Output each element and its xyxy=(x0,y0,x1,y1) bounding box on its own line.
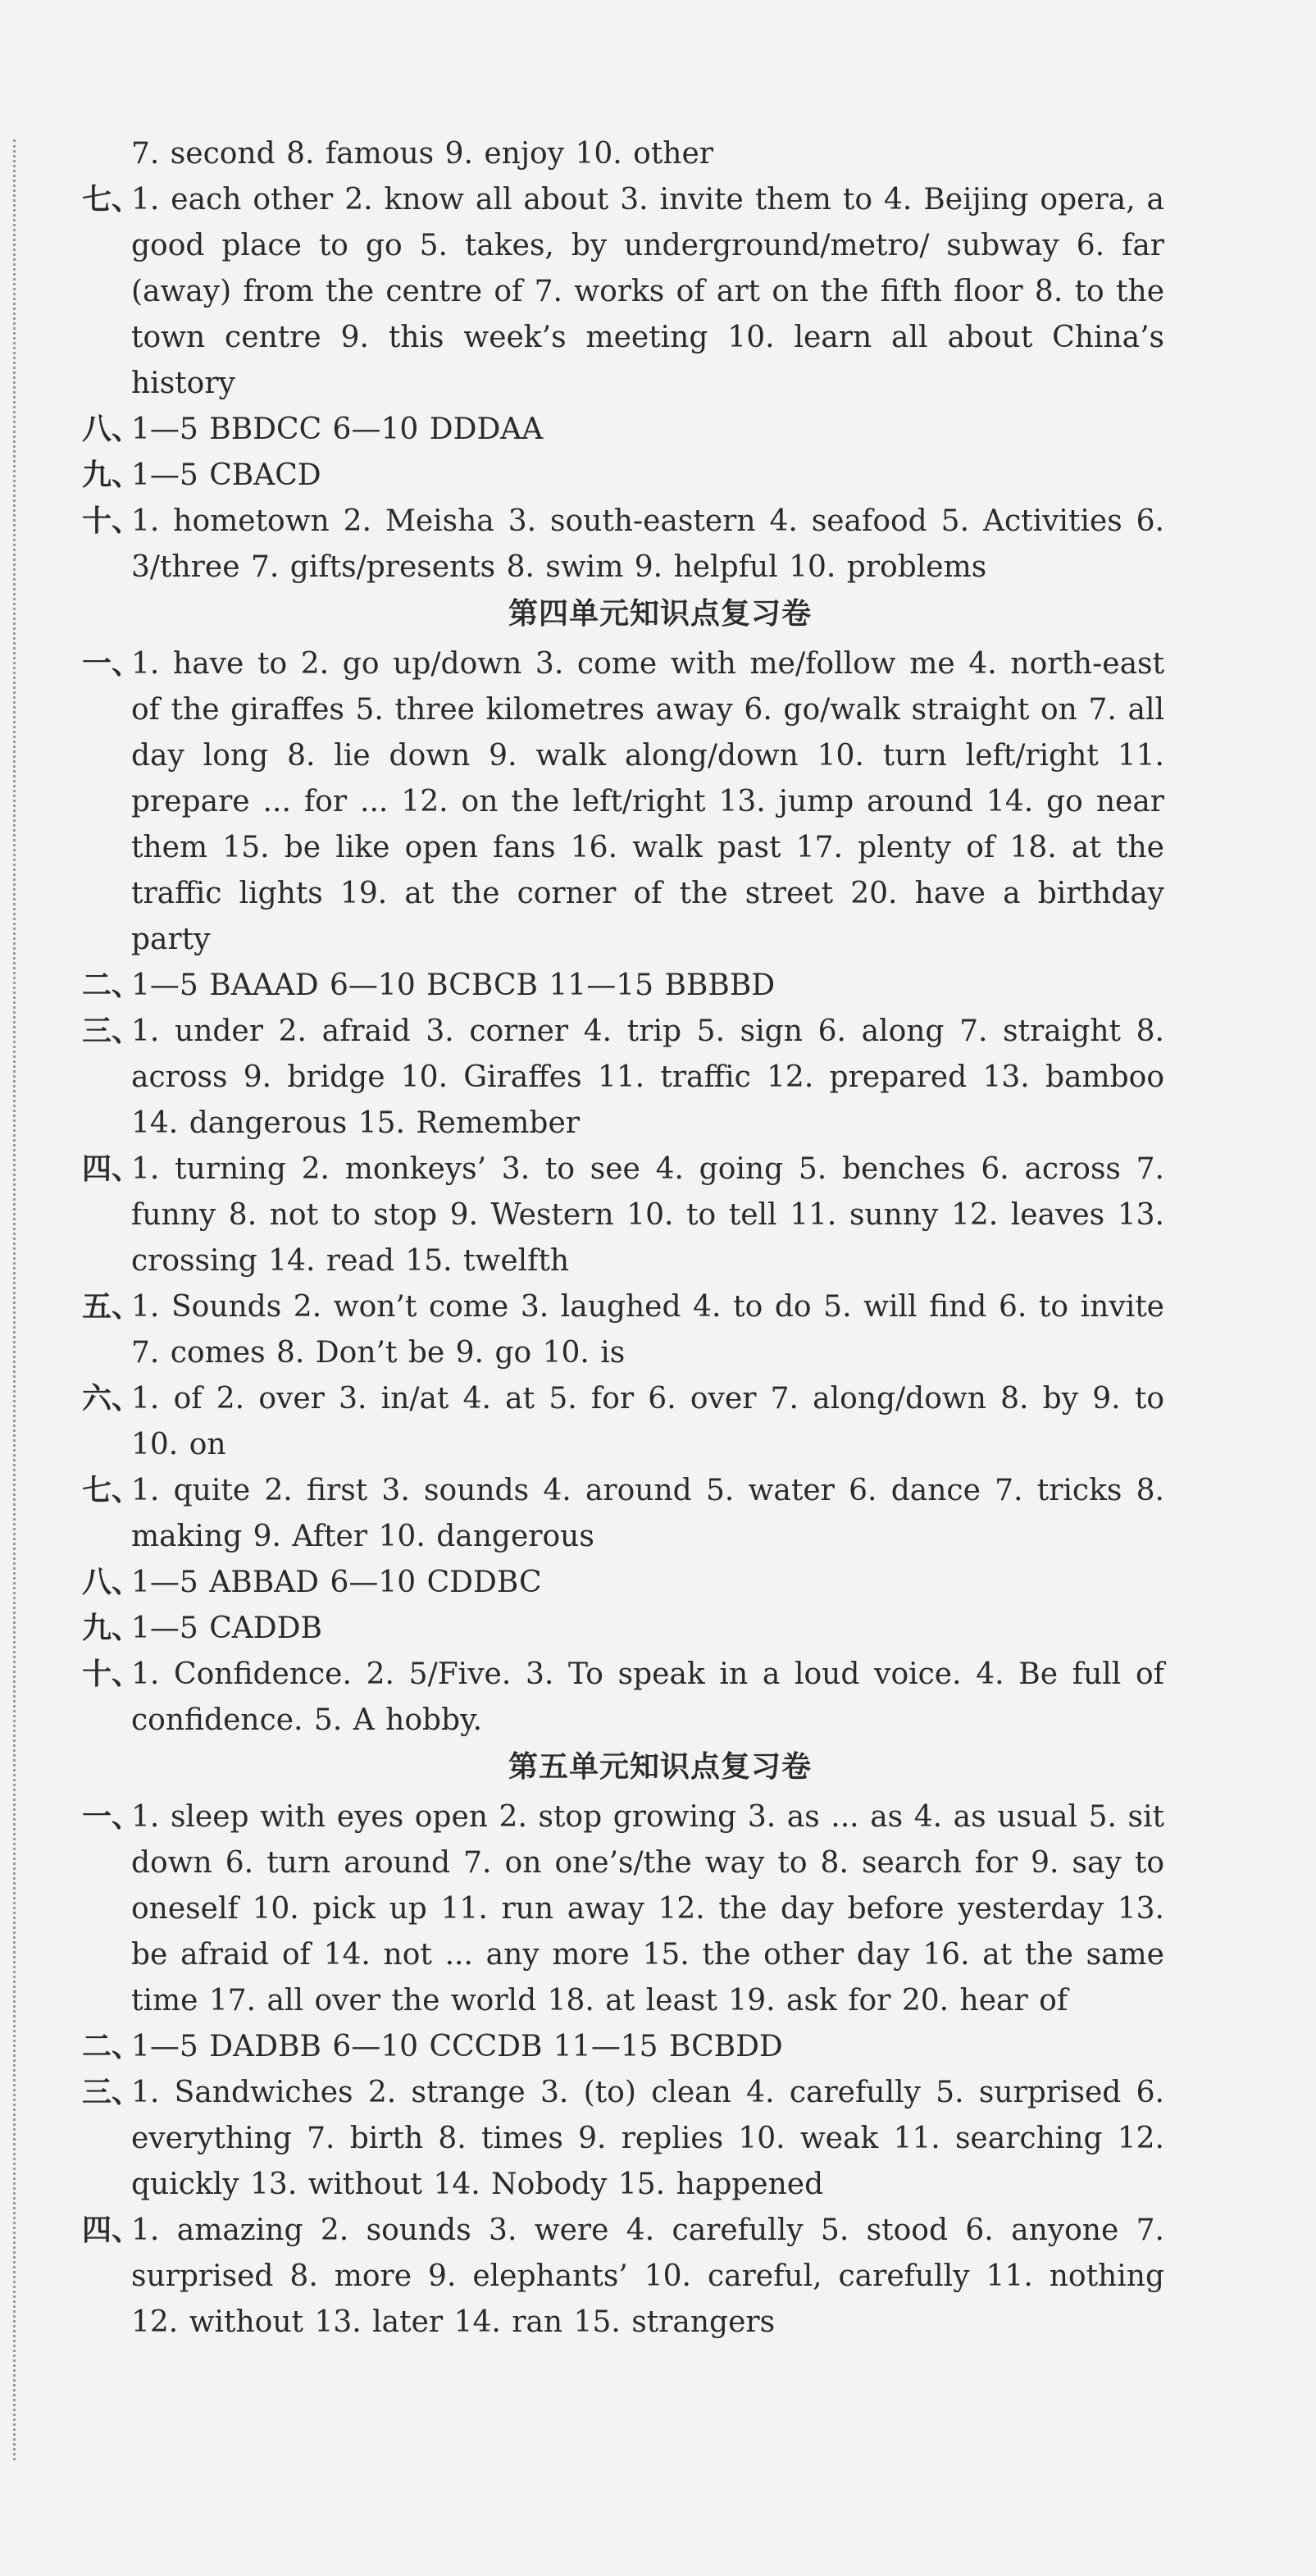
answer-text: 1—5 BBDCC 6—10 DDDAA xyxy=(131,413,544,446)
question-number: 八、 xyxy=(82,413,142,446)
answer-row xyxy=(82,1794,1164,2024)
question-number: 二、 xyxy=(82,2030,142,2063)
section-title: 第四单元知识点复习卷 xyxy=(508,597,812,631)
answer-text: 1. of 2. over 3. in/at 4. at 5. for 6. over 7. along/down 8. by 9. to 10. on xyxy=(131,1382,1164,1461)
section-title: 第五单元知识点复习卷 xyxy=(508,1750,812,1784)
question-number: 九、 xyxy=(82,458,142,492)
answer-row xyxy=(82,2024,1164,2070)
answer-row xyxy=(82,177,1164,407)
answer-row xyxy=(82,2208,1164,2346)
answer-row xyxy=(82,963,1164,1009)
answer-text: 1. sleep with eyes open 2. stop growing 3. as ... as 4. as usual 5. sit down 6. turn around 7. on one’s/the way to 8. search for 9. say to oneself 10. pick up 11. run away 12. the day before yesterday 13. be afraid of 14. not ... any more 15. the other day 16. at the same time 17. all over the world 18. at least 19. ask for 20. hear of xyxy=(131,1800,1164,2017)
answer-row xyxy=(82,641,1164,963)
answer-text: 1—5 BAAAD 6—10 BCBCB 11—15 BBBBD xyxy=(131,969,776,1002)
answer-row xyxy=(82,2070,1164,2208)
answer-text: 7. second 8. famous 9. enjoy 10. other xyxy=(131,137,714,171)
answer-text: 1. turning 2. monkeys’ 3. to see 4. going 5. benches 6. across 7. funny 8. not to stop 9. Western 10. to tell 11. sunny 12. leaves 13. crossing 14. read 15. twelfth xyxy=(131,1152,1164,1278)
answer-row xyxy=(82,499,1164,590)
answer-text: 1. under 2. afraid 3. corner 4. trip 5. sign 6. along 7. straight 8. across 9. bridge 10. Giraffes 11. traffic 12. prepared 13. bamboo 14. dangerous 15. Remember xyxy=(131,1014,1164,1140)
answer-row xyxy=(82,1147,1164,1284)
question-number: 三、 xyxy=(82,2076,142,2109)
answer-text: 1. have to 2. go up/down 3. come with me/follow me 4. north-east of the giraffes 5. three kilometres away 6. go/walk straight on 7. all day long 8. lie down 9. walk along/down 10. turn left/right 11. prepare ... for ... 12. on the left/right 13. jump around 14. go near them 15. be like open fans 16. walk past 17. plenty of 18. at the traffic lights 19. at the corner of the street 20. have a birthday party xyxy=(131,647,1164,956)
answer-row xyxy=(82,1284,1164,1376)
answer-row xyxy=(82,1606,1164,1652)
question-number: 五、 xyxy=(82,1290,142,1324)
answer-text: 1. Confidence. 2. 5/Five. 3. To speak in a loud voice. 4. Be full of confidence. 5. A hobby. xyxy=(131,1657,1164,1737)
question-number: 六、 xyxy=(82,1382,142,1416)
answer-row xyxy=(82,1376,1164,1468)
answer-row xyxy=(82,1652,1164,1744)
answer-row xyxy=(82,407,1164,453)
answer-text: 1—5 CADDB xyxy=(131,1612,322,1645)
answer-row xyxy=(82,131,1164,177)
answer-text: 1. Sounds 2. won’t come 3. laughed 4. to do 5. will find 6. to invite 7. comes 8. Don’t be 9. go 10. is xyxy=(131,1290,1164,1370)
question-number: 二、 xyxy=(82,969,142,1002)
question-number: 三、 xyxy=(82,1014,142,1048)
question-number: 一、 xyxy=(82,1800,142,1834)
question-number: 七、 xyxy=(82,183,142,217)
answer-text: 1. hometown 2. Meisha 3. south-eastern 4. seafood 5. Activities 6. 3/three 7. gifts/presents 8. swim 9. helpful 10. problems xyxy=(131,504,1164,584)
question-number: 七、 xyxy=(82,1474,142,1507)
answer-text: 1—5 CBACD xyxy=(131,458,321,492)
question-number: 九、 xyxy=(82,1612,142,1645)
answer-row xyxy=(82,1468,1164,1560)
answer-text: 1. each other 2. know all about 3. invite them to 4. Beijing opera, a good place to go 5. takes, by underground/metro/ subway 6. far (away) from the centre of 7. works of art on the fifth floor 8. to the town centre 9. this week’s meeting 10. learn all about China’s history xyxy=(131,183,1164,400)
answer-page xyxy=(0,131,1316,2346)
question-number: 一、 xyxy=(82,647,142,681)
question-number: 十、 xyxy=(82,1657,142,1691)
question-number: 十、 xyxy=(82,504,142,538)
answer-row xyxy=(82,453,1164,499)
question-number: 四、 xyxy=(82,1152,142,1186)
answer-row xyxy=(82,1560,1164,1606)
answer-text: 1. Sandwiches 2. strange 3. (to) clean 4. carefully 5. surprised 6. everything 7. birth 8. times 9. replies 10. weak 11. searching 12. quickly 13. without 14. Nobody 15. happened xyxy=(131,2076,1164,2201)
answer-text: 1—5 DADBB 6—10 CCCDB 11—15 BCBDD xyxy=(131,2030,783,2063)
question-number: 四、 xyxy=(82,2214,142,2247)
question-number: 八、 xyxy=(82,1566,142,1599)
answer-text: 1—5 ABBAD 6—10 CDDBC xyxy=(131,1566,542,1599)
answer-text: 1. amazing 2. sounds 3. were 4. carefully 5. stood 6. anyone 7. surprised 8. more 9. elephants’ 10. careful, carefully 11. nothing 12. without 13. later 14. ran 15. strangers xyxy=(131,2214,1164,2339)
answer-row xyxy=(82,1009,1164,1147)
answer-text: 1. quite 2. first 3. sounds 4. around 5. water 6. dance 7. tricks 8. making 9. After 10. dangerous xyxy=(131,1474,1164,1553)
